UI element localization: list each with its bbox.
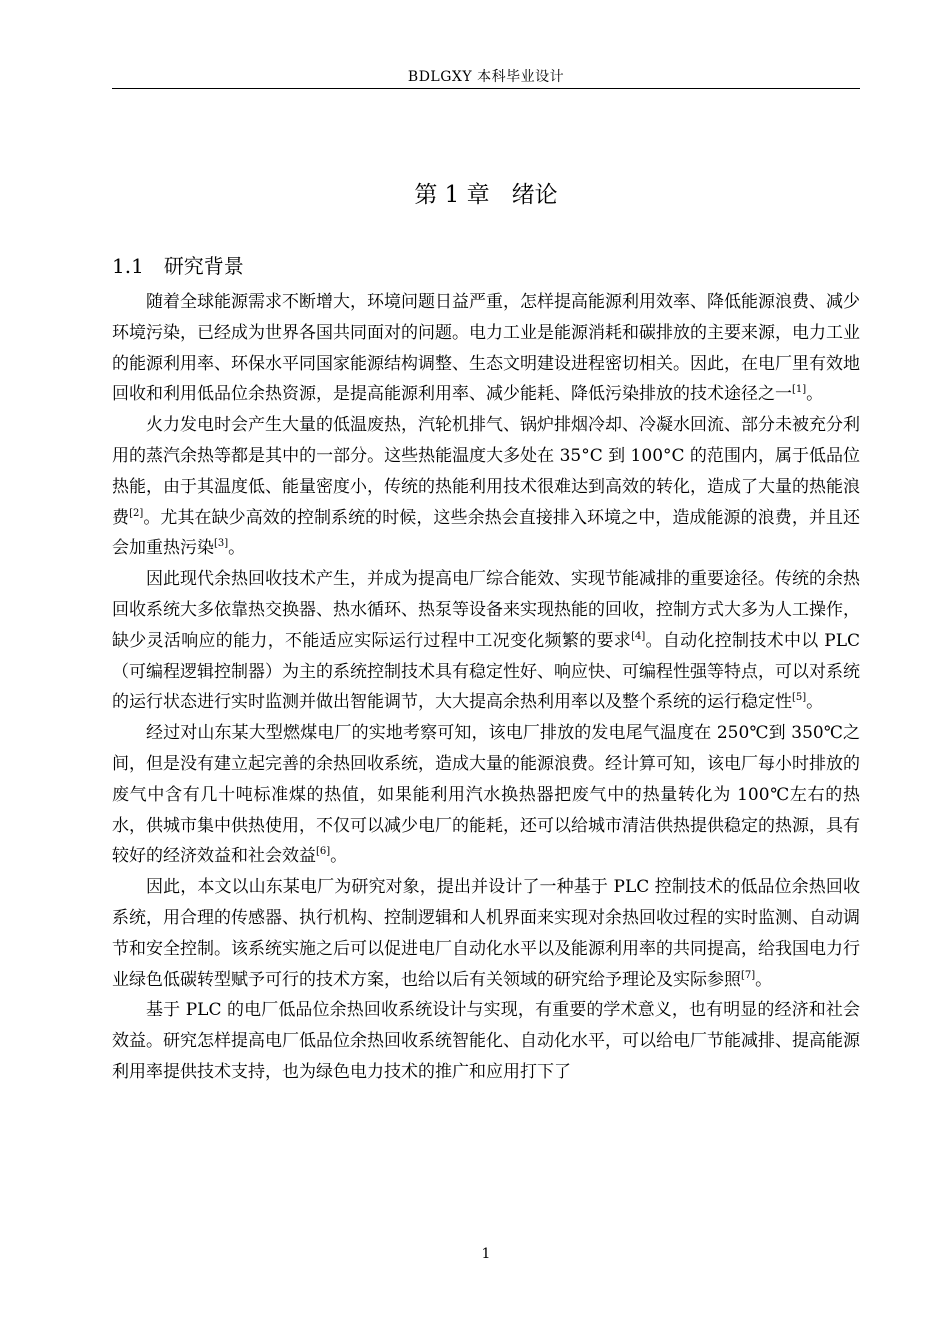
paragraph-tail: 。 — [228, 538, 246, 559]
section-heading — [112, 250, 244, 279]
section-title: 研究背景 — [163, 254, 244, 278]
chapter-title: 绪论 — [511, 182, 558, 208]
paragraph-text: 随着全球能源需求不断增大，环境问题日益严重，怎样提高能源利用效率、降低能源浪费、减少环境污染，已经成为世界各国共同面对的问题。电力工业是能源消耗和碳排放的主要来源，电力工业的能源利用率、环保水平同国家能源结构调整、生态文明建设进程密切相关。因此，在电厂里有效地回收和利用低品位余热资源，是提高能源利用率、减少能耗、降低污染排放的技术途径之一 — [112, 292, 860, 405]
citation: [6] — [316, 846, 331, 858]
citation: [5] — [792, 692, 807, 704]
paragraph-text-2: 。自动化控制技术中以 PLC（可编程逻辑控制器）为主的系统控制技术具有稳定性好、响应快、可编程性强等特点，可以对系统的运行状态进行实时监测并做出智能调节，大大提高余热利用率以及整个系统的运行稳定性 — [112, 630, 860, 713]
paragraph-3 — [112, 564, 860, 718]
citation: [7] — [741, 969, 756, 981]
body-text — [112, 287, 860, 1088]
paragraph-4 — [112, 718, 860, 872]
chapter-heading — [112, 176, 860, 209]
paragraph-5 — [112, 872, 860, 995]
paragraph-tail: 。 — [755, 969, 773, 990]
paragraph-2 — [112, 410, 860, 564]
paragraph-6 — [112, 995, 860, 1087]
paragraph-text: 基于 PLC 的电厂低品位余热回收系统设计与实现，有重要的学术意义，也有明显的经济和社会效益。研究怎样提高电厂低品位余热回收系统智能化、自动化水平，可以给电厂节能减排、提高能源利用率提供技术支持，也为绿色电力技术的推广和应用打下了 — [112, 1000, 860, 1082]
citation: [4] — [631, 630, 646, 642]
running-header: BDLGXY 本科毕业设计 — [407, 69, 565, 85]
paragraph-tail: 。 — [806, 384, 824, 405]
page-number: 1 — [481, 1246, 491, 1262]
paragraph-text: 因此，本文以山东某电厂为研究对象，提出并设计了一种基于 PLC 控制技术的低品位余热回收系统，用合理的传感器、执行机构、控制逻辑和人机界面来实现对余热回收过程的实时监测、自动调节和安全控制。该系统实施之后可以促进电厂自动化水平以及能源利用率的共同提高，给我国电力行业绿色低碳转型赋予可行的技术方案，也给以后有关领域的研究给予理论及实际参照 — [112, 877, 860, 990]
paragraph-text-2: 。尤其在缺少高效的控制系统的时候，这些余热会直接排入环境之中，造成能源的浪费，并且还会加重热污染 — [112, 507, 861, 559]
paragraph-tail: 。 — [806, 692, 824, 713]
header-rule — [112, 88, 860, 89]
section-number: 1.1 — [112, 254, 144, 278]
paragraph-text: 因此现代余热回收技术产生，并成为提高电厂综合能效、实现节能减排的重要途径。传统的余热回收系统大多依靠热交换器、热水循环、热泵等设备来实现热能的回收，控制方式大多为人工操作，缺少灵活响应的能力，不能适应实际运行过程中工况变化频繁的要求 — [112, 569, 860, 651]
paragraph-text: 经过对山东某大型燃煤电厂的实地考察可知，该电厂排放的发电尾气温度在 250℃到 350℃之间，但是没有建立起完善的余热回收系统，造成大量的能源浪费。经计算可知，该电厂每小时排放的废气中含有几十吨标准煤的热值，如果能利用汽水换热器把废气中的热量转化为 100℃左右的热水，供城市集中供热使用，不仅可以减少电厂的能耗，还可以给城市清洁供热提供稳定的热源，具有较好的经济效益和社会效益 — [112, 723, 860, 867]
paragraph-text: 火力发电时会产生大量的低温废热，汽轮机排气、锅炉排烟冷却、冷凝水回流、部分未被充分利用的蒸汽余热等都是其中的一部分。这些热能温度大多处在 35°C 到 100°C 的范围内，属于低品位热能，由于其温度低、能量密度小，传统的热能利用技术很难达到高效的转化，造成了大量的热能浪费 — [112, 415, 860, 528]
paragraph-1 — [112, 287, 860, 410]
paragraph-tail: 。 — [330, 846, 348, 867]
citation: [1] — [792, 384, 807, 396]
chapter-number: 第 1 章 — [414, 182, 490, 208]
citation: [3] — [214, 538, 229, 550]
citation: [2] — [129, 507, 144, 519]
